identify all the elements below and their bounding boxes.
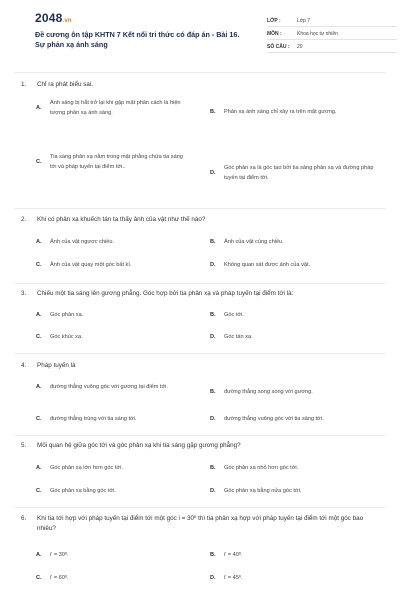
- option-letter: A.: [36, 465, 42, 471]
- option-text: i' = 30º.: [50, 552, 69, 558]
- option-letter: D.: [210, 334, 216, 340]
- option-text: Góc phản xạ bằng góc tới.: [50, 488, 116, 494]
- option-letter: D.: [210, 169, 216, 176]
- option-5b[interactable]: [210, 464, 382, 474]
- site-logo[interactable]: [35, 11, 72, 25]
- option-2d[interactable]: [210, 261, 382, 271]
- option-6b[interactable]: [210, 551, 382, 561]
- option-text: Góc khúc xạ.: [50, 334, 83, 340]
- option-letter: B.: [210, 109, 216, 115]
- question-text: Pháp tuyến là: [37, 362, 76, 369]
- logo-suffix: .vn: [62, 18, 72, 24]
- meta-value: Khoa học tự nhiên: [297, 31, 338, 37]
- option-2c[interactable]: [36, 261, 201, 271]
- option-letter: D.: [210, 262, 216, 268]
- question-text: Mối quan hệ giữa góc tới và góc phản xạ khi tia sáng gặp gương phẳng?: [37, 442, 241, 449]
- question-divider: [14, 208, 386, 209]
- question-text: Khi có phản xạ khuếch tán ta thấy ảnh của vật như thế nào?: [37, 216, 206, 223]
- question-2-stem: [21, 215, 381, 225]
- option-letter: B.: [210, 465, 216, 471]
- option-text: Góc phản xạ lớn hơn góc tới.: [50, 465, 123, 471]
- question-number: 5.: [21, 442, 27, 449]
- option-letter: D.: [210, 575, 216, 581]
- option-2a[interactable]: [36, 238, 201, 248]
- option-letter: A.: [36, 239, 42, 245]
- question-text: Chiếu một tia sáng lên gương phẳng. Góc hợp bởi tia phản xạ và pháp tuyến tại điểm tới là:: [37, 290, 294, 297]
- option-letter: B.: [210, 239, 216, 245]
- option-text: Ảnh của vật quay một góc bất kì.: [50, 262, 132, 268]
- option-text: Góc phản xạ.: [50, 312, 84, 318]
- option-letter: C.: [36, 158, 42, 165]
- option-6a[interactable]: [36, 551, 201, 561]
- question-number: 6.: [21, 515, 27, 522]
- option-text: Góc tán xạ.: [224, 334, 253, 340]
- meta-key: MÔN :: [267, 31, 282, 37]
- option-4d[interactable]: [210, 415, 382, 425]
- meta-value: Lớp 7: [297, 18, 311, 24]
- document-title: Đề cương ôn tập KHTN 7 Kết nối tri thức có đáp án - Bài 16. Sự phản xạ ánh sáng: [35, 30, 240, 49]
- question-divider: [14, 72, 386, 73]
- option-text: Ảnh của vật cùng chiều.: [224, 239, 284, 245]
- question-4-stem: [21, 361, 381, 371]
- option-letter: A.: [36, 384, 42, 390]
- option-letter: D.: [210, 488, 216, 494]
- option-3b[interactable]: [210, 311, 382, 321]
- option-text: đường thẳng vuông góc với gương tại điểm tới.: [50, 384, 168, 390]
- option-letter: C.: [36, 416, 42, 422]
- document-header: [14, 0, 386, 60]
- question-divider: [14, 435, 386, 436]
- option-letter: C.: [36, 488, 42, 494]
- option-text: Góc phản xạ bằng nửa góc tới.: [224, 488, 302, 494]
- option-letter: A.: [36, 104, 42, 111]
- question-1-stem: [21, 80, 381, 90]
- option-text: Không quan sát được ảnh của vật.: [224, 262, 311, 268]
- option-text: Ảnh của vật ngược chiều.: [50, 239, 115, 245]
- option-1d[interactable]: [210, 164, 382, 183]
- option-text: đường thẳng vuông góc với tia sáng tới.: [224, 416, 324, 422]
- option-letter: D.: [210, 416, 216, 422]
- option-6c[interactable]: [36, 574, 201, 584]
- option-letter: C.: [36, 262, 42, 268]
- option-6d[interactable]: [210, 574, 382, 584]
- question-6-stem: [21, 514, 381, 534]
- question-text: Khi tia tới hợp với pháp tuyến tại điểm tới một góc i = 30º thì tia phản xạ hợp với pháp tuyến tại điểm tới một góc bao nhiêu?: [37, 515, 364, 532]
- meta-key: SỐ CÂU :: [267, 44, 290, 50]
- option-letter: C.: [36, 334, 42, 340]
- option-letter: C.: [36, 575, 42, 581]
- option-3c[interactable]: [36, 333, 201, 343]
- option-letter: A.: [36, 312, 42, 318]
- question-divider: [14, 353, 386, 354]
- option-4a[interactable]: [36, 383, 201, 393]
- option-3d[interactable]: [210, 333, 382, 343]
- meta-table: [267, 16, 397, 55]
- option-text: i' = 40º.: [224, 552, 243, 558]
- option-letter: B.: [210, 312, 216, 318]
- option-1c[interactable]: [36, 153, 196, 172]
- meta-value: 20: [297, 44, 303, 50]
- option-text: i' = 45º.: [224, 575, 243, 581]
- option-text: Góc phản xạ là góc tạo bởi tia sáng phản xạ và đường pháp tuyến tại điểm tới.: [224, 165, 374, 181]
- question-3-stem: [21, 289, 381, 299]
- option-text: Góc phản xạ nhỏ hơn góc tới.: [224, 465, 299, 471]
- option-text: Ánh sáng bị hắt trở lại khi gặp mặt phân cách là hiện tượng phản xạ ánh sáng.: [50, 100, 181, 116]
- question-number: 2.: [21, 216, 27, 223]
- option-letter: A.: [36, 552, 42, 558]
- option-5c[interactable]: [36, 487, 201, 497]
- option-5a[interactable]: [36, 464, 201, 474]
- option-1a[interactable]: [36, 99, 196, 118]
- option-text: Phản xạ ánh sáng chỉ xảy ra trên mặt gương.: [224, 109, 337, 115]
- question-number: 3.: [21, 290, 27, 297]
- option-letter: B.: [210, 389, 216, 395]
- option-3a[interactable]: [36, 311, 201, 321]
- option-4c[interactable]: [36, 415, 201, 425]
- meta-key: LỚP :: [267, 18, 281, 24]
- meta-row-subject: [267, 29, 397, 40]
- question-divider: [14, 507, 386, 508]
- logo-text: 2048: [35, 11, 63, 25]
- question-text: Chỉ ra phát biểu sai.: [37, 81, 94, 88]
- option-5d[interactable]: [210, 487, 382, 497]
- option-text: đường thẳng song song với gương.: [224, 389, 313, 395]
- option-1b[interactable]: [210, 108, 380, 118]
- option-text: Tia sáng phản xạ nằm trong mặt phẳng chứa tia sáng tới và pháp tuyến tại điểm tới..: [50, 154, 183, 170]
- option-2b[interactable]: [210, 238, 382, 248]
- option-4b[interactable]: [210, 388, 382, 398]
- option-text: i' = 60º.: [50, 575, 69, 581]
- question-number: 1.: [21, 81, 27, 88]
- question-number: 4.: [21, 362, 27, 369]
- meta-row-count: [267, 42, 397, 53]
- meta-row-class: [267, 16, 397, 27]
- option-text: đường thẳng trùng với tia sáng tới.: [50, 416, 137, 422]
- question-5-stem: [21, 441, 381, 451]
- option-letter: B.: [210, 552, 216, 558]
- question-divider: [14, 283, 386, 284]
- option-text: Góc tới.: [224, 312, 244, 318]
